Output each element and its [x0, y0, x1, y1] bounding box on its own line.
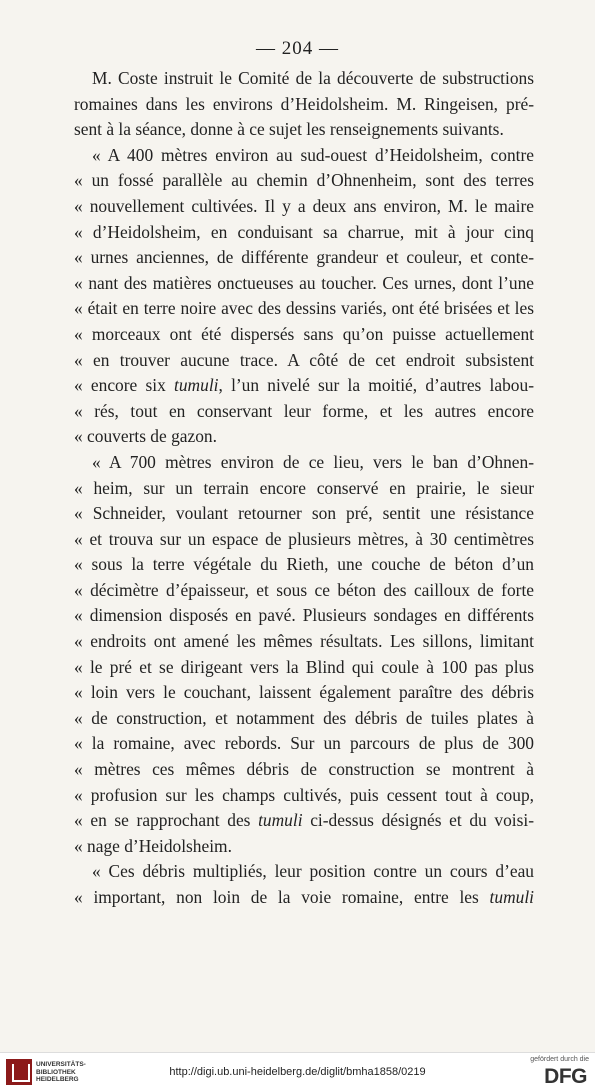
- text-line: romaines dans les environs d’Heidolsheim. M. Ringeisen, pré-: [74, 93, 534, 114]
- text-line: « Schneider, voulant retourner son pré, sentit une résistance: [74, 503, 534, 524]
- viewer-footer: [0, 1052, 595, 1092]
- text-line: M. Coste instruit le Comité de la découverte de substructions: [92, 68, 534, 88]
- library-name-line: HEIDELBERG: [36, 1076, 79, 1083]
- text-line: « profusion sur les champs cultivés, puis cessent tout à coup,: [74, 784, 534, 805]
- text-line: « décimètre d’épaisseur, et sous ce béton des cailloux de forte: [74, 579, 534, 600]
- library-name-line: BIBLIOTHEK: [36, 1068, 76, 1076]
- text-line: « nouvellement cultivées. Il y a deux ans environ, M. le maire: [74, 195, 534, 216]
- text-line: « de construction, et notamment des débris de tuiles plates à: [74, 707, 534, 728]
- text-line: « nant des matières onctueuses au toucher. Ces urnes, dont l’une: [74, 272, 534, 293]
- text-line: « couverts de gazon.: [74, 426, 217, 447]
- text-line: « morceaux ont été dispersés sans qu’on puisse actuellement: [74, 323, 534, 344]
- text-line: « un fossé parallèle au chemin d’Ohnenheim, sont des terres: [74, 170, 534, 191]
- text-line: « loin vers le couchant, laissent également paraître des débris: [74, 682, 534, 703]
- text-line: « mètres ces mêmes débris de construction se montrent à: [74, 759, 534, 780]
- text-line: sent à la séance, donne à ce sujet les renseignements suivants.: [74, 119, 504, 140]
- funding-label: gefördert durch die: [530, 1056, 589, 1063]
- italic-term: tumuli: [489, 887, 534, 907]
- text-line: « encore six tumuli, l’un nivelé sur la moitié, d’autres labou-: [74, 375, 534, 396]
- library-name-line: UNIVERSITÄTS-: [36, 1061, 86, 1068]
- text-line: « en trouver aucune trace. A côté de cet endroit subsistent: [74, 349, 534, 370]
- page-number: — 204 —: [256, 38, 339, 59]
- text-line: « était en terre noire avec des dessins variés, ont été brisées et les: [74, 298, 534, 319]
- text-line: « Ces débris multipliés, leur position contre un cours d’eau: [92, 861, 534, 882]
- text-line: « et trouva sur un espace de plusieurs mètres, à 30 centimètres: [74, 528, 534, 549]
- italic-term: tumuli: [174, 375, 219, 396]
- text-line: « nage d’Heidolsheim.: [74, 835, 232, 856]
- dfg-logo[interactable]: DFG: [544, 1065, 587, 1088]
- text-line: « d’Heidolsheim, en conduisant sa charrue, mit à jour cinq: [74, 221, 534, 242]
- text-line: « important, non loin de la voie romaine, entre les tumuli: [74, 887, 534, 907]
- text-line: « le pré et se dirigeant vers la Blind qui coule à 100 pas plus: [74, 656, 534, 677]
- text-line: « la romaine, avec rebords. Sur un parcours de plus de 300: [74, 733, 534, 754]
- text-line: « A 700 mètres environ de ce lieu, vers le ban d’Ohnen-: [92, 451, 534, 472]
- text-line: « urnes anciennes, de différente grandeur et couleur, et conte-: [74, 247, 534, 268]
- text-line: « rés, tout en conservant leur forme, et les autres encore: [74, 400, 534, 421]
- text-line: « sous la terre végétale du Rieth, une couche de béton d’un: [74, 554, 534, 575]
- text-line: « A 400 mètres environ au sud-ouest d’Heidolsheim, contre: [92, 144, 534, 165]
- text-line: « dimension disposés en pavé. Plusieurs sondages en différents: [74, 605, 534, 626]
- body-text: [74, 66, 534, 911]
- text-line: « en se rapprochant des tumuli ci-dessus désignés et du voisi-: [74, 810, 534, 831]
- permalink-url[interactable]: http://digi.ub.uni-heidelberg.de/diglit/bmha1858/0219: [169, 1066, 426, 1078]
- text-line: « endroits ont amené les mêmes résultats. Les sillons, limitant: [74, 631, 534, 652]
- italic-term: tumuli: [258, 810, 303, 831]
- text-line: « heim, sur un terrain encore conservé en prairie, le sieur: [74, 477, 534, 498]
